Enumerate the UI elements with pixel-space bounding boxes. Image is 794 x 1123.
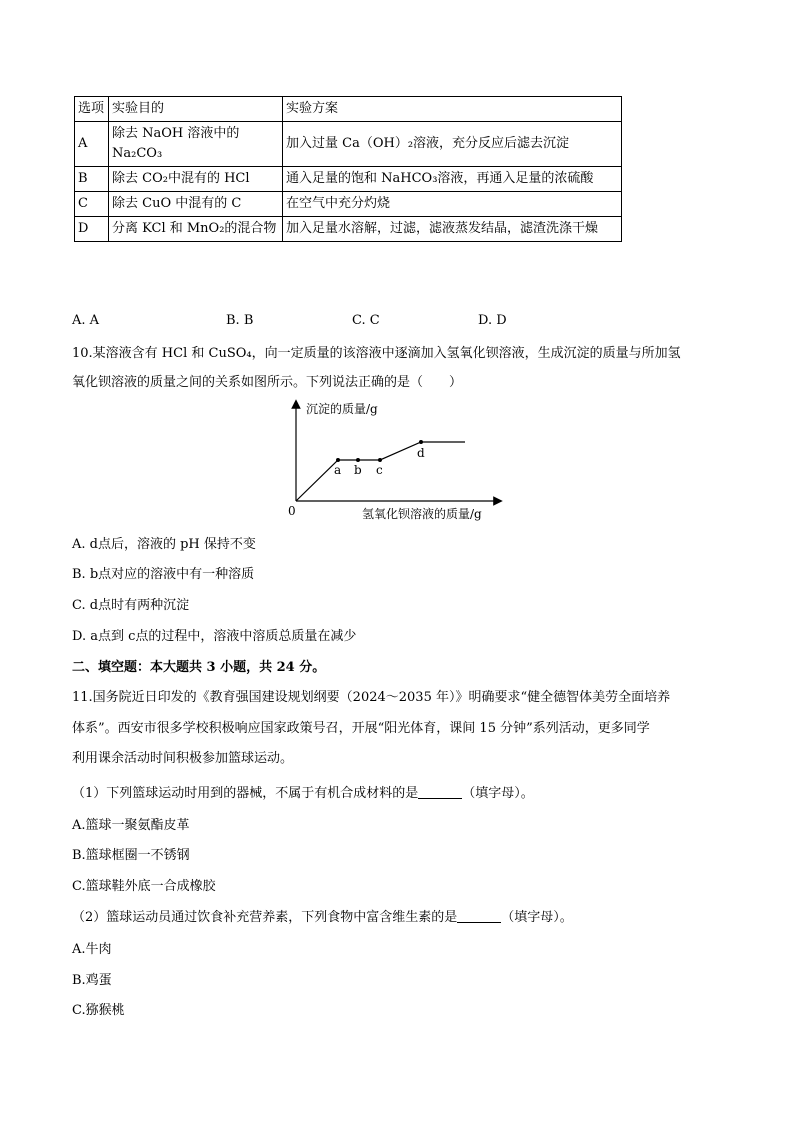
- row-purpose: [109, 122, 283, 167]
- row-plan: 在空气中充分灼烧: [283, 192, 622, 217]
- header-option: 选项: [75, 97, 109, 122]
- row-option: B: [75, 167, 109, 192]
- section-heading: 二、填空题：本大题共 3 小题，共 24 分。: [72, 660, 326, 675]
- q11-p2-option-b[interactable]: B.鸡蛋: [72, 973, 112, 988]
- q9-choice-c[interactable]: C. C: [352, 313, 380, 328]
- q11-p1-option-c[interactable]: C.篮球鞋外底一合成橡胶: [72, 879, 216, 894]
- q11-p2-option-c[interactable]: C.猕猴桃: [72, 1003, 125, 1018]
- table-row: [75, 122, 622, 167]
- row-purpose: 除去 CO₂中混有的 HCl: [109, 167, 283, 192]
- point-b-label: b: [354, 463, 362, 477]
- q11-part2: [72, 909, 573, 927]
- header-plan: 实验方案: [283, 97, 622, 122]
- q10-option-b[interactable]: B. b点对应的溶液中有一种溶质: [72, 567, 255, 582]
- x-axis-label: 氢氧化钡溶液的质量/g: [362, 507, 482, 521]
- q11-part2-text: （2）篮球运动员通过饮食补充营养素，下列食物中富含维生素的是: [72, 910, 458, 925]
- table-row: [75, 192, 622, 217]
- q9-choice-d[interactable]: D. D: [478, 313, 507, 328]
- row-plan: 通入足量的饱和 NaHCO₃溶液，再通入足量的浓硫酸: [283, 167, 622, 192]
- point-a-marker: [336, 458, 340, 462]
- answer-blank[interactable]: [457, 909, 501, 923]
- point-d-marker: [419, 440, 423, 444]
- y-axis-label: 沉淀的质量/g: [306, 402, 378, 416]
- q11-stem: 体系”。西安市很多学校积极响应国家政策号召，开展“阳光体育，课间 15 分钟”系列活动，更多同学: [72, 721, 650, 736]
- point-c-marker: [378, 458, 382, 462]
- row-plan: 加入过量 Ca（OH）₂溶液，充分反应后滤去沉淀: [283, 122, 622, 167]
- table-row: [75, 167, 622, 192]
- q11-p1-option-a[interactable]: A.篮球一聚氨酯皮革: [72, 818, 190, 833]
- q10-option-d[interactable]: D. a点到 c点的过程中，溶液中溶质总质量在减少: [72, 629, 357, 644]
- origin-label: 0: [288, 504, 296, 518]
- q11-stem: 11.国务院近日印发的《教育强国建设规划纲要（2024～2035 年）》明确要求“健全德智体美劳全面培养: [72, 690, 671, 705]
- q11-part1-suffix: （填字母）。: [462, 786, 534, 801]
- point-c-label: c: [376, 463, 383, 477]
- point-b-marker: [356, 458, 360, 462]
- row-purpose: 分离 KCl 和 MnO₂的混合物: [109, 217, 283, 242]
- table-header-row: [75, 97, 622, 122]
- point-d-label: d: [417, 446, 425, 460]
- q11-part2-suffix: （填字母）。: [501, 910, 573, 925]
- q11-part1-text: （1）下列篮球运动时用到的器械，不属于有机合成材料的是: [72, 786, 419, 801]
- point-a-label: a: [334, 463, 342, 477]
- q11-p2-option-a[interactable]: A.牛肉: [72, 942, 112, 957]
- row-option: C: [75, 192, 109, 217]
- row-option: D: [75, 217, 109, 242]
- q9-choice-a[interactable]: A. A: [72, 313, 100, 328]
- q11-p1-option-b[interactable]: B.篮球框圈一不锈钢: [72, 848, 190, 863]
- purpose-line: Na₂CO₃: [112, 146, 163, 161]
- row-plan: 加入足量水溶解，过滤，滤液蒸发结晶，滤渣洗涤干燥: [283, 217, 622, 242]
- table-row: [75, 217, 622, 242]
- row-purpose: 除去 CuO 中混有的 C: [109, 192, 283, 217]
- experiment-table: [74, 96, 622, 242]
- q10-option-a[interactable]: A. d点后，溶液的 pH 保持不变: [72, 537, 256, 552]
- q10-stem: 10.某溶液含有 HCl 和 CuSO₄，向一定质量的该溶液中逐滴加入氢氧化钡溶液，生成沉淀的质量与所加氢: [72, 346, 681, 361]
- q10-stem: 氧化钡溶液的质量之间的关系如图所示。下列说法正确的是（ ）: [72, 375, 463, 390]
- precipitate-graph: [280, 398, 510, 528]
- header-purpose: 实验目的: [109, 97, 283, 122]
- row-option: A: [75, 122, 109, 167]
- q11-stem: 利用课余活动时间积极参加篮球运动。: [72, 751, 294, 766]
- q9-choice-b[interactable]: B. B: [226, 313, 254, 328]
- answer-blank[interactable]: [418, 785, 462, 799]
- purpose-line: 除去 NaOH 溶液中的: [112, 126, 240, 141]
- q10-option-c[interactable]: C. d点时有两种沉淀: [72, 598, 190, 613]
- q11-part1: [72, 785, 534, 803]
